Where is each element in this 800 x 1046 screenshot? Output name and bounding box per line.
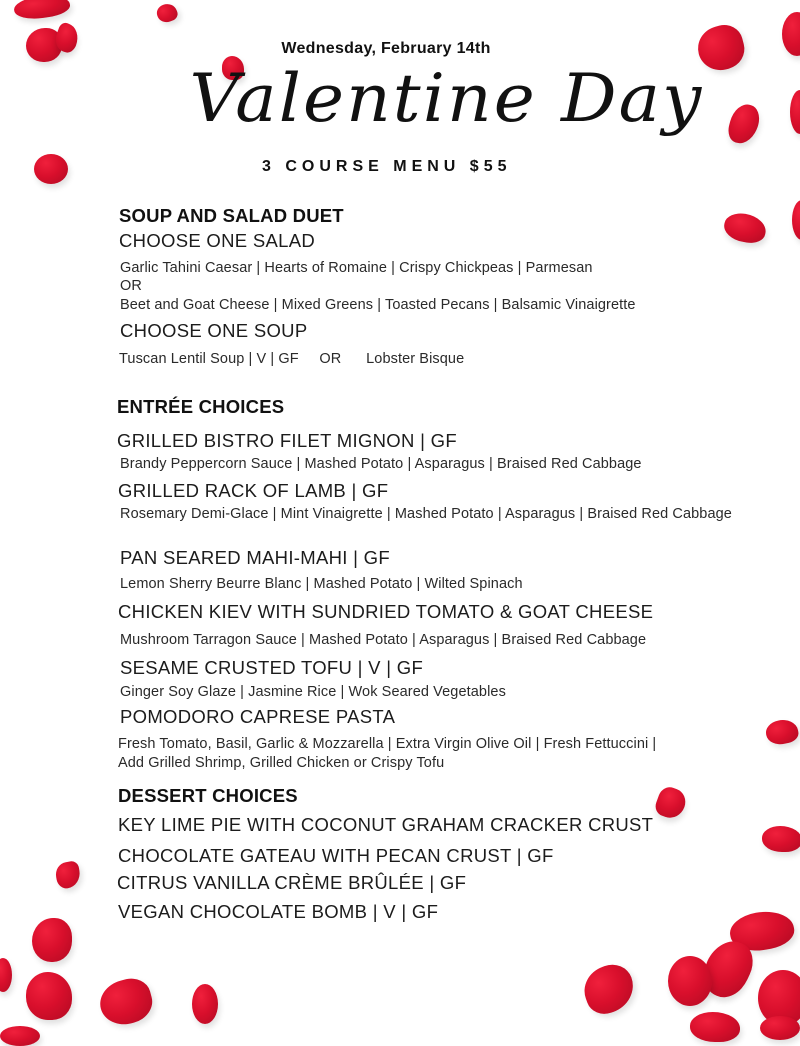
dessert-item: KEY LIME PIE WITH COCONUT GRAHAM CRACKER CRUST — [118, 814, 654, 835]
rose-petal-icon — [764, 717, 800, 747]
rose-petal-icon — [13, 0, 72, 22]
rose-petal-icon — [54, 860, 82, 890]
entree-name: GRILLED BISTRO FILET MIGNON | GF — [117, 430, 457, 451]
entree-description: Brandy Peppercorn Sauce | Mashed Potato | Asparagus | Braised Red Cabbage — [120, 456, 642, 472]
entree-description: Ginger Soy Glaze | Jasmine Rice | Wok Seared Vegetables — [120, 684, 506, 700]
dessert-item: VEGAN CHOCOLATE BOMB | V | GF — [118, 901, 439, 922]
entree-name: SESAME CRUSTED TOFU | V | GF — [120, 657, 424, 678]
rose-petal-icon — [722, 211, 768, 246]
section-heading-soup-salad: SOUP AND SALAD DUET — [119, 205, 344, 226]
entree-name: GRILLED RACK OF LAMB | GF — [118, 480, 389, 501]
rose-petal-icon — [192, 984, 218, 1024]
rose-petal-icon — [95, 974, 157, 1030]
rose-petal-icon — [34, 154, 68, 184]
entree-name: CHICKEN KIEV WITH SUNDRIED TOMATO & GOAT CHEESE — [118, 601, 654, 622]
menu-title: Valentine Day — [189, 60, 704, 137]
dessert-item: CITRUS VANILLA CRÈME BRÛLÉE | GF — [117, 872, 467, 893]
rose-petal-icon — [762, 826, 800, 852]
salad-option-1: Garlic Tahini Caesar | Hearts of Romaine | Crispy Chickpeas | Parmesan — [120, 260, 593, 276]
entree-name: PAN SEARED MAHI-MAHI | GF — [120, 547, 390, 568]
rose-petal-icon — [668, 956, 712, 1006]
entree-description: Rosemary Demi-Glace | Mint Vinaigrette | Mashed Potato | Asparagus | Braised Red Cabbage — [120, 506, 732, 522]
rose-petal-icon — [32, 918, 72, 962]
entree-description: Lemon Sherry Beurre Blanc | Mashed Potato | Wilted Spinach — [120, 576, 523, 592]
rose-petal-icon — [26, 972, 72, 1020]
rose-petal-icon — [155, 1, 180, 25]
rose-petal-icon — [725, 101, 762, 147]
rose-petal-icon — [0, 1026, 40, 1046]
entree-description: Mushroom Tarragon Sauce | Mashed Potato | Asparagus | Braised Red Cabbage — [120, 632, 647, 648]
menu-subtitle: 3 COURSE MENU $55 — [262, 158, 512, 175]
event-date: Wednesday, February 14th — [281, 40, 491, 57]
soup-options: Tuscan Lentil Soup | V | GF OR Lobster Bisque — [119, 351, 465, 367]
section-heading-entrees: ENTRÉE CHOICES — [117, 396, 285, 417]
rose-petal-icon — [792, 200, 800, 240]
section-heading-desserts: DESSERT CHOICES — [118, 785, 298, 806]
rose-petal-icon — [782, 12, 800, 56]
rose-petal-icon — [760, 1016, 800, 1040]
soup-label: CHOOSE ONE SOUP — [120, 320, 308, 341]
dessert-item: CHOCOLATE GATEAU WITH PECAN CRUST | GF — [118, 845, 554, 866]
rose-petal-icon — [0, 958, 12, 992]
rose-petal-icon — [653, 784, 690, 822]
rose-petal-icon — [578, 959, 641, 1019]
entree-name: POMODORO CAPRESE PASTA — [120, 706, 396, 727]
entree-description: Fresh Tomato, Basil, Garlic & Mozzarella | Extra Virgin Olive Oil | Fresh Fettuccini | Add Grilled Shrimp, Grilled Chicken or Crispy Tofu — [118, 736, 657, 771]
salad-label: CHOOSE ONE SALAD — [119, 230, 316, 251]
rose-petal-icon — [790, 90, 800, 134]
salad-option-2: Beet and Goat Cheese | Mixed Greens | Toasted Pecans | Balsamic Vinaigrette — [120, 297, 636, 313]
salad-or-label: OR — [120, 278, 142, 294]
rose-petal-icon — [690, 1012, 740, 1042]
